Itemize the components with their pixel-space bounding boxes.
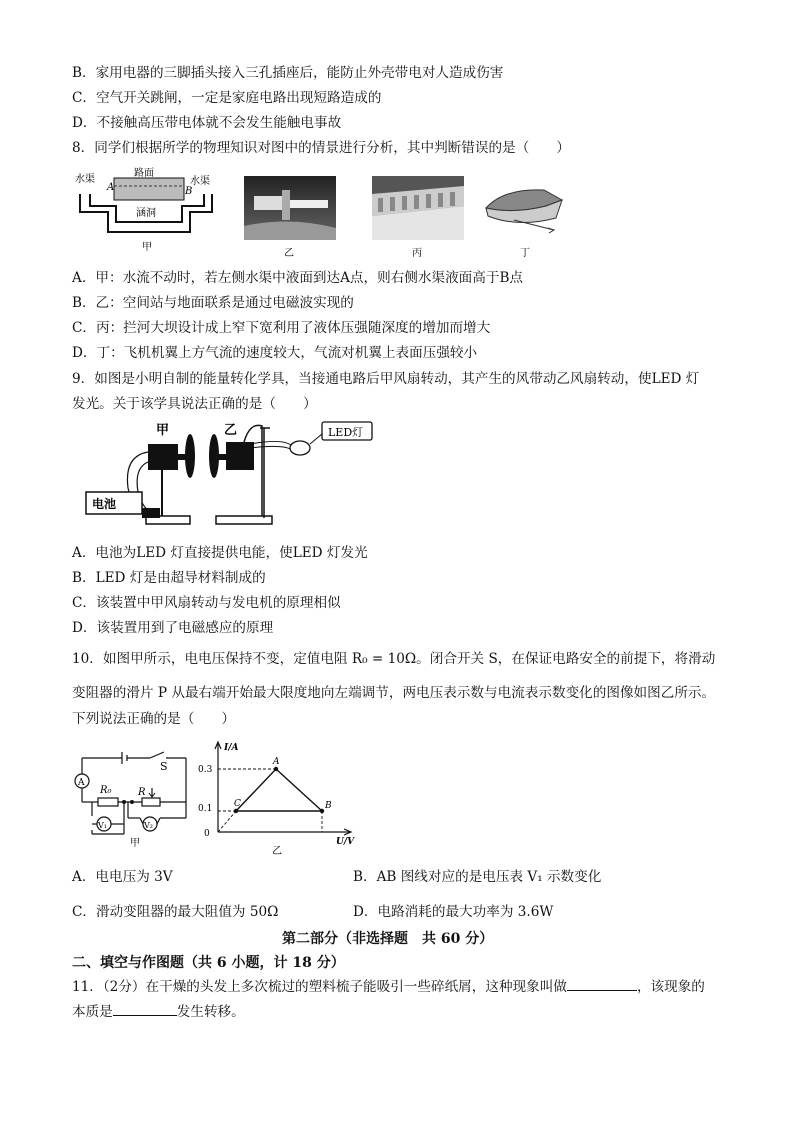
q8-caption-jia: 甲 bbox=[142, 242, 152, 253]
q10-graph-ytick-0.1: 0.1 bbox=[198, 804, 213, 814]
q10-graph-segment-A-B bbox=[276, 769, 322, 811]
q10-graph-origin: 0 bbox=[204, 829, 210, 839]
q10-stem-line2: 变阻器的滑片 P 从最右端开始最大限度地向左端调节，两电压表示数与电流表示数变化的图像如图乙所示。 bbox=[72, 685, 716, 701]
q9-option-c: C．该装置中甲风扇转动与发电机的原理相似 bbox=[72, 595, 341, 611]
q10-graph-guide-origin bbox=[218, 811, 236, 832]
q9-label-led: LED灯 bbox=[328, 426, 364, 439]
q10-stem-line3: 下列说法正确的是（ ） bbox=[72, 711, 236, 727]
q8-label-canal-right: 水渠 bbox=[190, 176, 210, 187]
q10-option-c: C．滑动变阻器的最大阻值为 50Ω bbox=[72, 904, 279, 920]
q10-ammeter-label: A bbox=[78, 778, 85, 788]
q10-r-label: R bbox=[138, 787, 146, 798]
q7-option-b: B．家用电器的三脚插头接入三孔插座后，能防止外壳带电对人造成伤害 bbox=[72, 65, 504, 81]
q8-option-a: A．甲：水流不动时，若左侧水渠中液面到达A点，则右侧水渠液面高于B点 bbox=[72, 270, 524, 286]
q11-text-c: 本质是 bbox=[72, 1004, 113, 1020]
q11-blank-2[interactable] bbox=[113, 1002, 177, 1016]
q8-option-c: C．丙：拦河大坝设计成上窄下宽利用了液体压强随深度的增加而增大 bbox=[72, 320, 491, 336]
q11-text-a: 11．（2分）在干燥的头发上多次梳过的塑料梳子能吸引一些碎纸屑，这种现象叫做 bbox=[72, 979, 567, 995]
q11-text-d: 发生转移。 bbox=[176, 1004, 245, 1020]
q8-figure-bing bbox=[372, 176, 467, 258]
q10-graph bbox=[200, 738, 370, 858]
q7-option-c: C．空气开关跳闸，一定是家庭电路出现短路造成的 bbox=[72, 90, 382, 106]
q10-v1-label: V₁ bbox=[98, 821, 107, 830]
q8-point-a: A bbox=[107, 182, 115, 193]
q10-graph-point-A bbox=[274, 767, 278, 771]
q10-graph-point-label-B: B bbox=[325, 801, 332, 811]
q8-label-culvert: 涵洞 bbox=[136, 208, 156, 219]
q10-switch-label: S bbox=[160, 760, 168, 773]
q10-graph-caption: 乙 bbox=[272, 846, 282, 857]
q8-label-canal-left: 水渠 bbox=[75, 174, 95, 185]
q8-option-b: B．乙：空间站与地面联系是通过电磁波实现的 bbox=[72, 295, 354, 311]
q9-stem-line2: 发光。关于该学具说法正确的是（ ） bbox=[72, 396, 317, 412]
q9-option-a: A．电池为LED 灯直接提供电能，使LED 灯发光 bbox=[72, 545, 368, 561]
q10-option-a: A．电电压为 3V bbox=[72, 869, 173, 885]
q11-blank-1[interactable] bbox=[567, 977, 637, 991]
q10-graph-segment-C-A bbox=[236, 769, 276, 811]
q9-stem-line1: 9．如图是小明自制的能量转化学具，当接通电路后甲风扇转动，其产生的风带动乙风扇转动，使LED 灯 bbox=[72, 371, 700, 387]
q8-caption-bing: 丙 bbox=[412, 248, 422, 259]
q8-caption-ding: 丁 bbox=[520, 248, 530, 259]
q10-graph-point-C bbox=[234, 809, 238, 813]
q10-graph-ylabel: I/A bbox=[224, 743, 239, 753]
q8-caption-yi: 乙 bbox=[284, 248, 294, 259]
q8-option-d: D．丁：飞机机翼上方气流的速度较大，气流对机翼上表面压强较小 bbox=[72, 345, 478, 361]
q7-option-d: D．不接触高压带电体就不会发生能触电事故 bbox=[72, 115, 342, 131]
part-two-heading: 第二部分（非选择题 共 60 分） bbox=[282, 931, 494, 947]
q10-graph-point-B bbox=[320, 809, 324, 813]
q10-graph-xlabel: U/V bbox=[336, 837, 355, 847]
q11-line2 bbox=[72, 1002, 245, 1021]
section-two-heading: 二、填空与作图题（共 6 小题，计 18 分） bbox=[72, 955, 345, 971]
q8-point-b: B bbox=[185, 186, 193, 197]
q10-graph-point-label-A: A bbox=[273, 757, 280, 767]
q10-v2-label: V₂ bbox=[144, 821, 153, 830]
q8-stem: 8．同学们根据所学的物理知识对图中的情景进行分析，其中判断错误的是（ ） bbox=[72, 140, 571, 156]
q8-label-road: 路面 bbox=[134, 168, 154, 179]
q10-graph-point-label-C: C bbox=[234, 799, 241, 809]
q8-figure-ding bbox=[484, 178, 569, 258]
q10-option-d: D．电路消耗的最大功率为 3.6W bbox=[353, 904, 554, 920]
q9-option-d: D．该装置用到了电磁感应的原理 bbox=[72, 620, 274, 636]
q10-circuit-figure bbox=[74, 748, 194, 848]
q10-graph-ytick-0.3: 0.3 bbox=[198, 765, 213, 775]
q11-line1 bbox=[72, 977, 705, 996]
q10-r0-label: R₀ bbox=[100, 785, 112, 796]
q10-circuit-caption: 甲 bbox=[130, 838, 140, 849]
q8-figure-jia bbox=[72, 166, 222, 256]
q10-stem-line1: 10．如图甲所示，电电压保持不变，定值电阻 R₀ = 10Ω。闭合开关 S，在保证电路安全的前提下，将滑动 bbox=[72, 651, 716, 667]
q11-text-b: ，该现象的 bbox=[636, 979, 705, 995]
q8-figure-yi bbox=[244, 176, 339, 258]
q9-label-battery: 电池 bbox=[92, 497, 117, 511]
q9-figure bbox=[84, 418, 374, 533]
q9-label-jia: 甲 bbox=[156, 423, 170, 438]
q9-option-b: B．LED 灯是由超导材料制成的 bbox=[72, 570, 266, 586]
q9-label-yi: 乙 bbox=[224, 423, 238, 438]
q10-option-b: B．AB 图线对应的是电压表 V₁ 示数变化 bbox=[353, 869, 602, 885]
